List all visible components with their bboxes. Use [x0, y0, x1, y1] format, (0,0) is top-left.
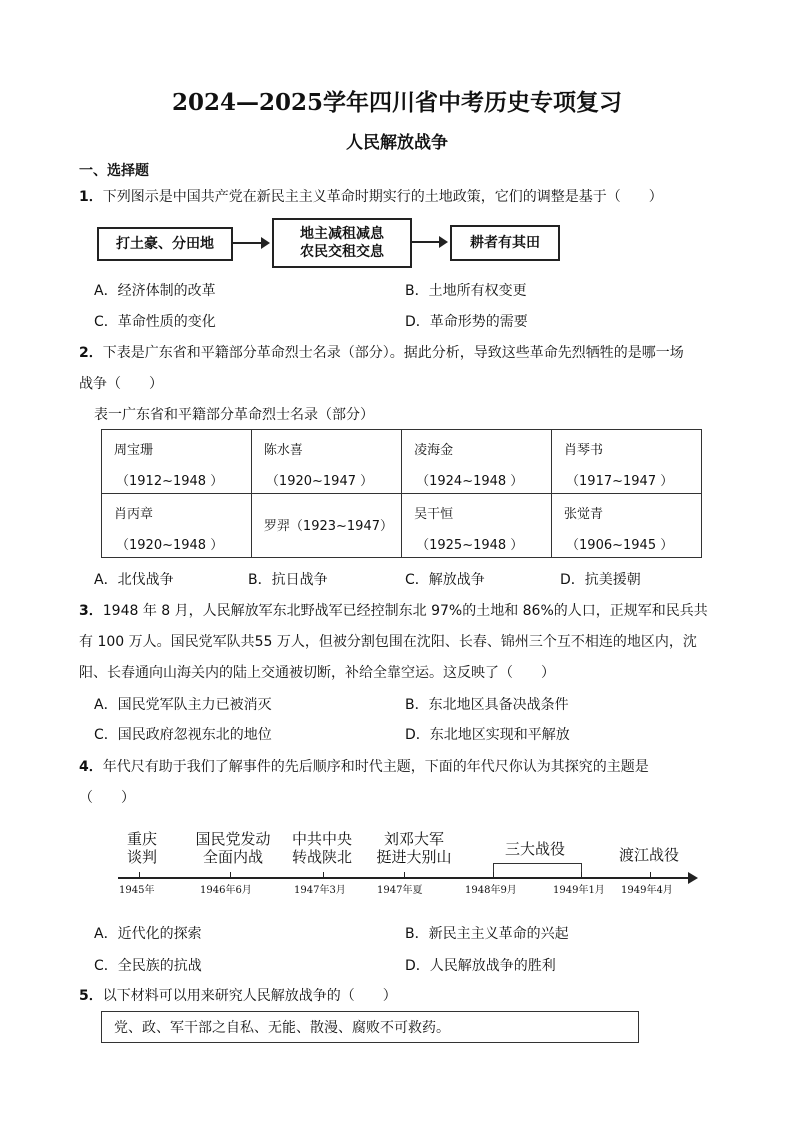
option-c[interactable]: C．全民族的抗战: [94, 958, 202, 974]
option-c[interactable]: C．革命性质的变化: [94, 314, 216, 330]
question-number: 2．: [79, 345, 103, 361]
question-number: 1．: [79, 189, 103, 205]
table-cell: [251, 430, 401, 494]
martyrs-table: [101, 429, 702, 558]
martyr-years: （1920~1947 ）: [265, 474, 374, 489]
question-number: 5．: [79, 988, 103, 1004]
question-number: 3．: [79, 603, 103, 619]
martyr-years: （1912~1948 ）: [116, 474, 224, 489]
question-1: [79, 186, 663, 206]
timeline-date: 1948年9月: [465, 885, 517, 896]
martyr-name: 张觉青: [564, 507, 604, 522]
flow-box-2-line2: 农民交租交息: [300, 244, 384, 260]
option-a[interactable]: A．北伐战争: [94, 572, 174, 588]
option-d[interactable]: D．东北地区实现和平解放: [405, 727, 570, 743]
martyr-name: 吴干恒: [414, 507, 454, 522]
timeline-tick: [650, 872, 651, 878]
martyr-name: 肖丙章: [114, 507, 154, 522]
option-b[interactable]: B．东北地区具备决战条件: [405, 697, 569, 713]
flow-box-1: 打土豪、分田地: [97, 227, 233, 261]
table-row: [102, 430, 702, 494]
martyr-name-years: 罗羿（1923~1947）: [263, 519, 393, 534]
timeline-event: 三大战役: [504, 840, 565, 858]
question-5: [79, 985, 397, 1005]
option-a[interactable]: A．近代化的探索: [94, 926, 202, 942]
martyr-years: （1920~1948 ）: [116, 538, 224, 553]
martyr-name: 肖琴书: [564, 443, 604, 458]
timeline-event: 国民党发动 全面内战: [195, 830, 271, 866]
timeline-date: 1949年1月: [553, 885, 605, 896]
timeline-tick: [139, 872, 140, 878]
martyr-name: 陈水喜: [263, 443, 303, 458]
martyr-years: （1917~1947 ）: [566, 474, 674, 489]
table-cell: [552, 494, 702, 558]
option-a[interactable]: A．经济体制的改革: [94, 283, 216, 299]
flow-box-2-line1: 地主减租减息: [300, 226, 384, 242]
option-d[interactable]: D．革命形势的需要: [405, 314, 528, 330]
flow-box-3: 耕者有其田: [450, 225, 560, 261]
martyr-years: （1906~1945 ）: [566, 538, 674, 553]
timeline-tick: [404, 872, 405, 878]
timeline-date: 1946年6月: [200, 885, 252, 896]
option-c[interactable]: C．国民政府忽视东北的地位: [94, 727, 272, 743]
table-cell: [102, 430, 252, 494]
table-cell: [402, 494, 552, 558]
page-subtitle: 人民解放战争: [346, 133, 448, 153]
timeline-date: 1945年: [119, 885, 155, 896]
timeline-bracket: [493, 863, 581, 864]
martyr-name: 周宝珊: [114, 443, 154, 458]
table-cell: [552, 430, 702, 494]
question-text: 以下材料可以用来研究人民解放战争的（ ）: [102, 988, 397, 1004]
martyr-years: （1925~1948 ）: [416, 538, 524, 553]
timeline-event: 刘邓大军 挺进大别山: [376, 830, 452, 866]
option-b[interactable]: B．土地所有权变更: [405, 283, 527, 299]
question-text: 下列图示是中国共产党在新民主主义革命时期实行的土地政策，它们的调整是基于（ ）: [102, 189, 663, 205]
timeline-tick: [230, 872, 231, 878]
timeline-date: 1949年4月: [621, 885, 673, 896]
question-text: 1948 年 8 月，人民解放军东北野战军已经控制东北 97%的土地和 86%的人口，正规军和民兵共: [102, 603, 708, 619]
page-title: 2024—2025学年四川省中考历史专项复习: [171, 89, 623, 116]
question-4: [79, 756, 649, 776]
material-quote: 党、政、军干部之自私、无能、散漫、腐败不可救药。: [101, 1011, 639, 1043]
table-cell: [402, 430, 552, 494]
timeline-event: 重庆 谈判: [126, 830, 157, 866]
question-text-cont: 战争（ ）: [79, 376, 163, 392]
question-number: 4．: [79, 759, 103, 775]
flow-box-2: [272, 218, 412, 268]
question-2: [79, 342, 684, 362]
timeline-tick: [323, 872, 324, 878]
table-caption: 表一广东省和平籍部分革命烈士名录（部分）: [94, 407, 374, 423]
timeline-date: 1947年夏: [377, 885, 423, 896]
option-c[interactable]: C．解放战争: [405, 572, 485, 588]
arrow-right-icon: [688, 872, 698, 884]
question-text-cont: 有 100 万人。国民党军队共55 万人，但被分割包围在沈阳、长春、锦州三个互不相连的地区内，沈: [79, 634, 697, 650]
timeline-tick: [581, 872, 582, 878]
question-text-cont: （ ）: [79, 790, 135, 806]
martyr-name: 凌海金: [414, 443, 454, 458]
question-text-cont: 阳、长春通向山海关内的陆上交通被切断，补给全靠空运。这反映了（ ）: [79, 665, 555, 681]
table-row: [102, 494, 702, 558]
option-a[interactable]: A．国民党军队主力已被消灭: [94, 697, 272, 713]
option-d[interactable]: D．人民解放战争的胜利: [405, 958, 556, 974]
timeline-date: 1947年3月: [294, 885, 346, 896]
table-cell: [251, 494, 401, 558]
section-heading: 一、选择题: [79, 163, 149, 179]
table-cell: [102, 494, 252, 558]
question-text: 下表是广东省和平籍部分革命烈士名录（部分）。据此分析，导致这些革命先烈牺牲的是哪一场: [102, 345, 684, 361]
option-d[interactable]: D．抗美援朝: [560, 572, 641, 588]
flow-arrow: [231, 242, 268, 244]
timeline-event: 中共中央 转战陕北: [291, 830, 352, 866]
question-text: 年代尺有助于我们了解事件的先后顺序和时代主题，下面的年代尺你认为其探究的主题是: [102, 759, 649, 775]
option-b[interactable]: B．新民主主义革命的兴起: [405, 926, 569, 942]
option-b[interactable]: B．抗日战争: [248, 572, 328, 588]
flow-arrow: [410, 241, 446, 243]
question-3: [79, 600, 708, 620]
martyr-years: （1924~1948 ）: [416, 474, 524, 489]
timeline-event: 渡江战役: [618, 846, 679, 864]
timeline-tick: [493, 872, 494, 878]
